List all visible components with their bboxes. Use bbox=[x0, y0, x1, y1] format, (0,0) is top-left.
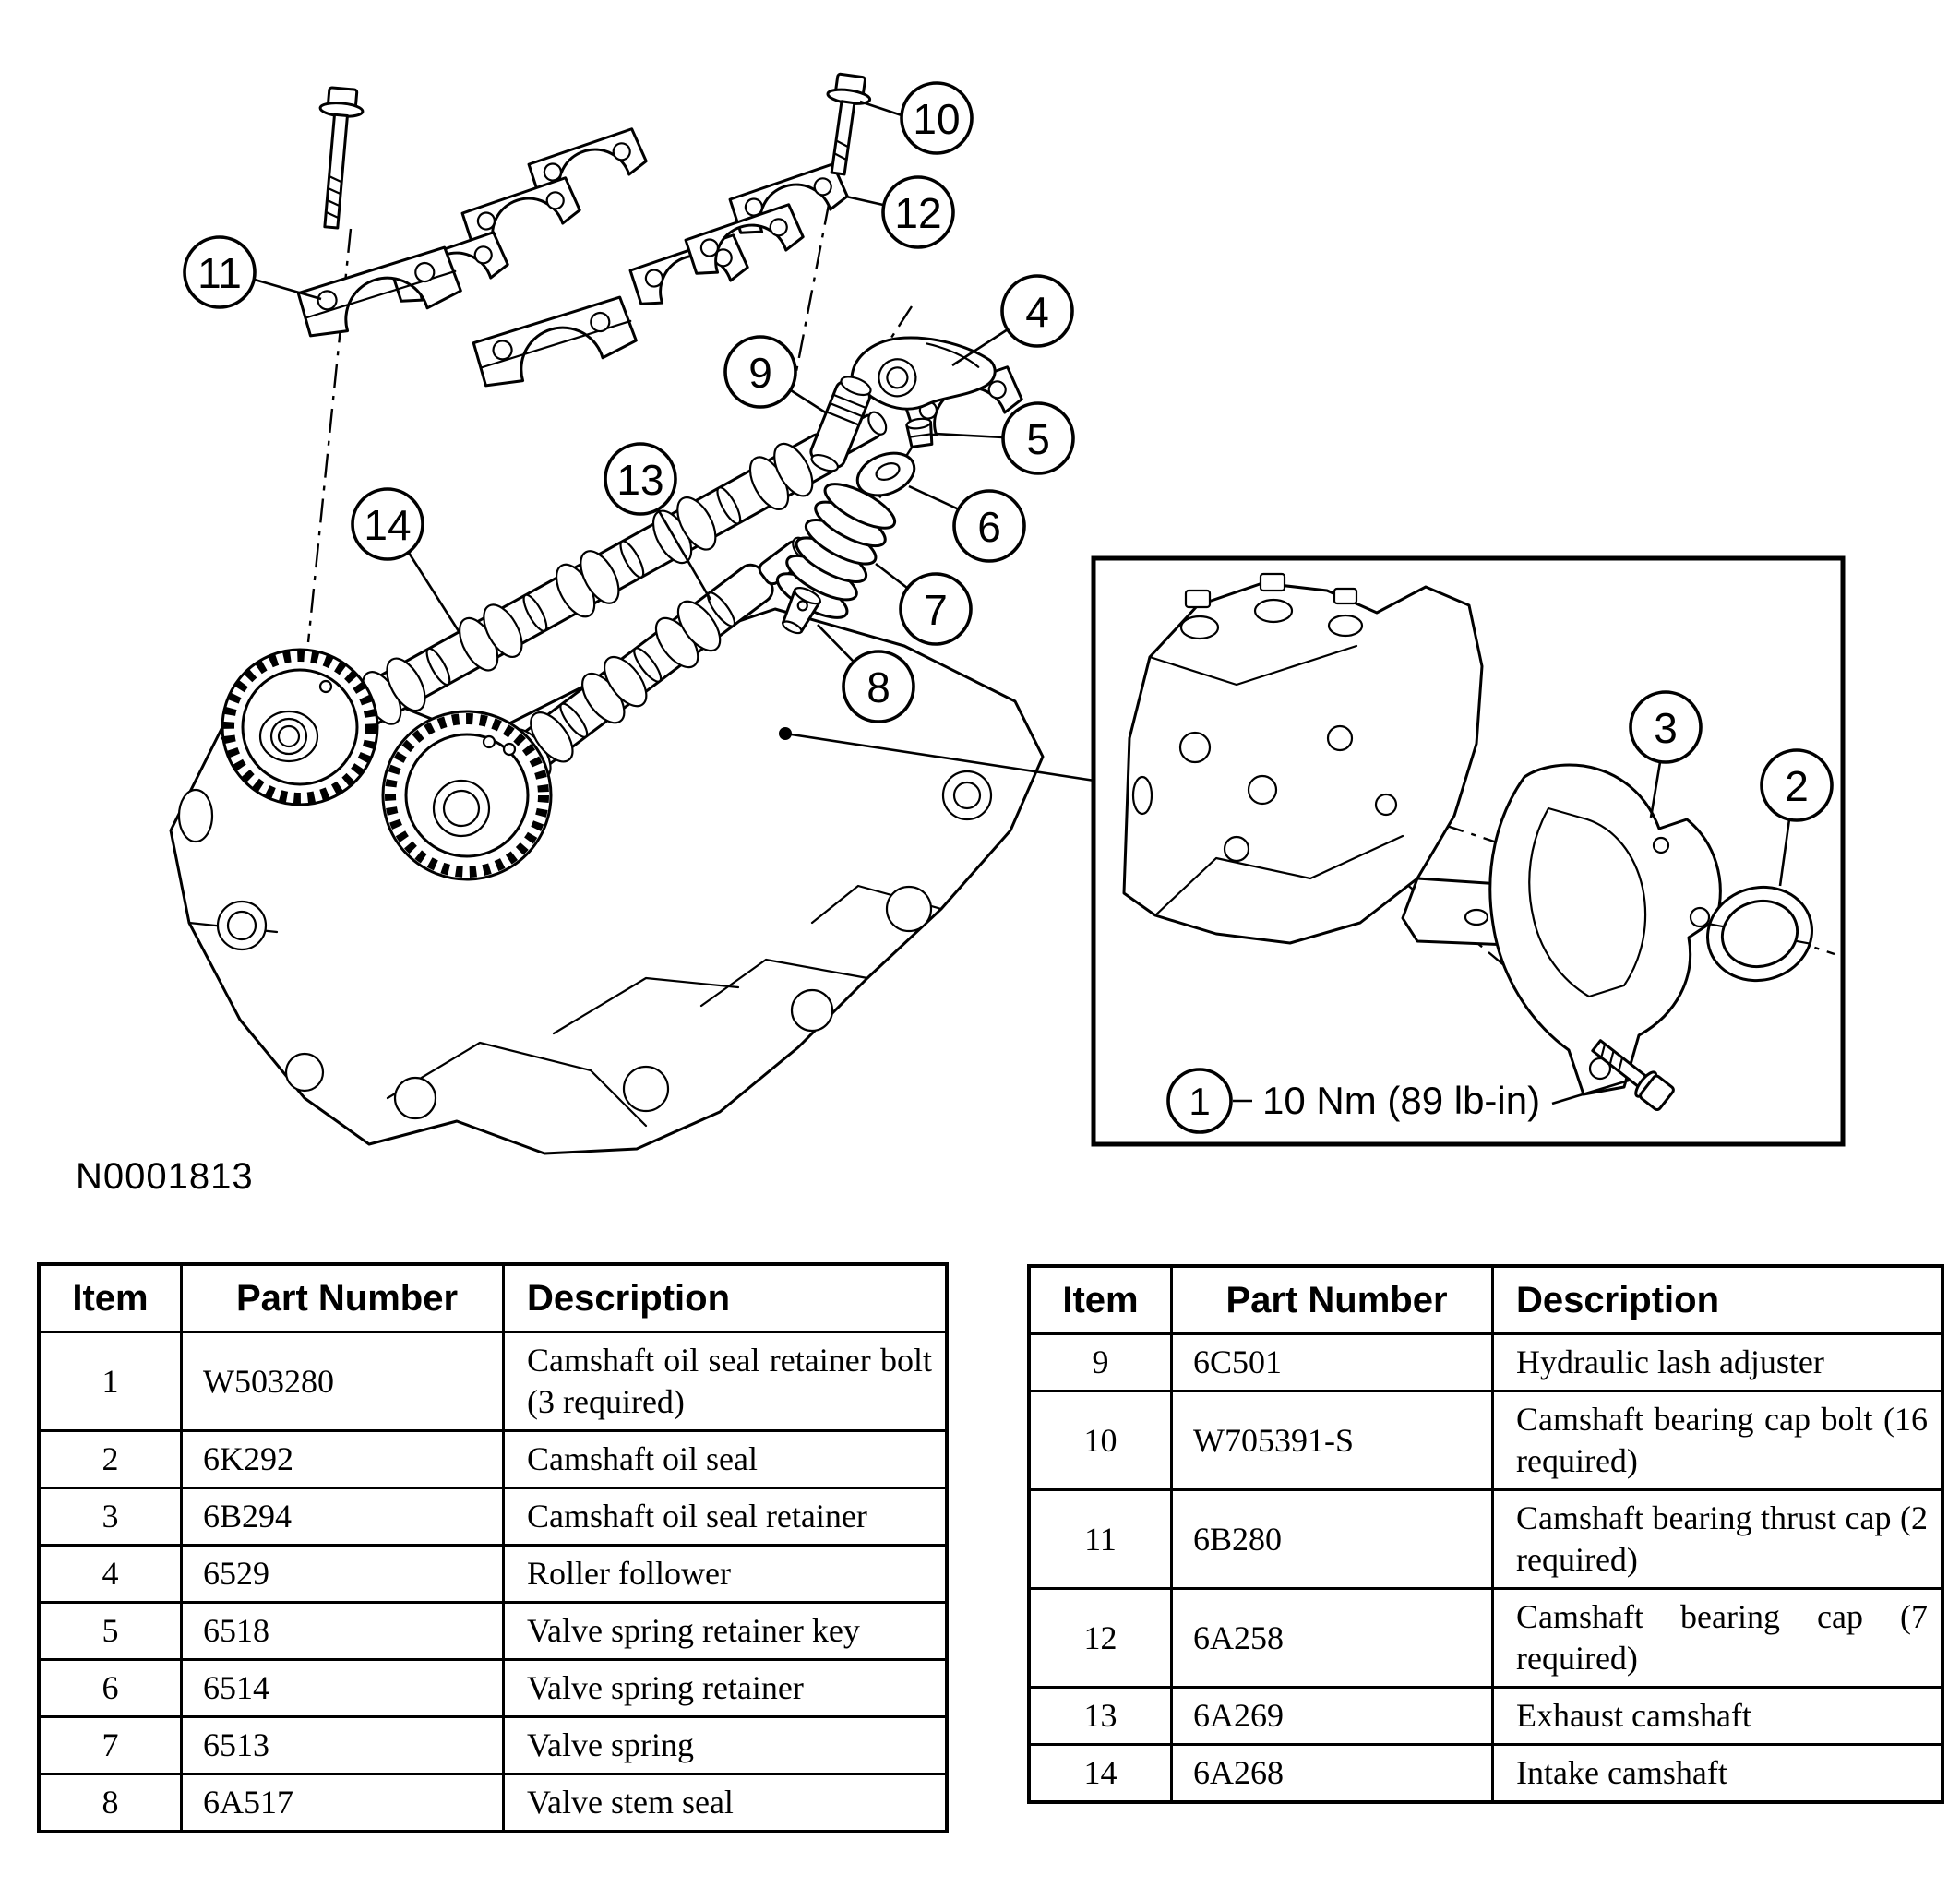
item-cell: 13 bbox=[1029, 1688, 1172, 1745]
description-cell: Hydraulic lash adjuster bbox=[1493, 1334, 1943, 1391]
item-cell: 2 bbox=[39, 1431, 182, 1488]
svg-text:2: 2 bbox=[1785, 762, 1809, 810]
item-cell: 11 bbox=[1029, 1490, 1172, 1589]
svg-text:4: 4 bbox=[1025, 288, 1049, 336]
svg-text:8: 8 bbox=[866, 663, 890, 711]
part-number-cell: 6A517 bbox=[182, 1774, 504, 1833]
description-cell: Exhaust camshaft bbox=[1493, 1688, 1943, 1745]
svg-text:14: 14 bbox=[364, 501, 412, 549]
part-number-cell: 6A258 bbox=[1172, 1589, 1493, 1688]
item-cell: 10 bbox=[1029, 1391, 1172, 1490]
svg-text:10 Nm (89 lb-in): 10 Nm (89 lb-in) bbox=[1262, 1079, 1541, 1122]
svg-text:13: 13 bbox=[616, 456, 664, 504]
description-column-header: Description bbox=[1493, 1266, 1943, 1334]
description-cell: Roller follower bbox=[504, 1546, 948, 1603]
description-cell: Camshaft bearing cap bolt (16 required) bbox=[1493, 1391, 1943, 1490]
item-cell: 12 bbox=[1029, 1589, 1172, 1688]
item-cell: 14 bbox=[1029, 1745, 1172, 1803]
description-cell: Valve stem seal bbox=[504, 1774, 948, 1833]
description-cell: Camshaft bearing cap (7 required) bbox=[1493, 1589, 1943, 1688]
part-number-cell: 6518 bbox=[182, 1603, 504, 1660]
part-number-cell: 6B280 bbox=[1172, 1490, 1493, 1589]
item-cell: 3 bbox=[39, 1488, 182, 1546]
table-row bbox=[1029, 1688, 1942, 1745]
callout-7 bbox=[876, 564, 971, 644]
description-column-header: Description bbox=[504, 1264, 948, 1332]
part-number-cell: 6C501 bbox=[1172, 1334, 1493, 1391]
table-row bbox=[1029, 1391, 1942, 1490]
svg-text:1: 1 bbox=[1189, 1080, 1211, 1123]
table-row bbox=[1029, 1490, 1942, 1589]
item-cell: 7 bbox=[39, 1717, 182, 1774]
description-cell: Valve spring retainer bbox=[504, 1660, 948, 1717]
callout-6 bbox=[909, 486, 1024, 561]
svg-text:5: 5 bbox=[1026, 415, 1050, 463]
part-number-cell: 6513 bbox=[182, 1717, 504, 1774]
svg-text:9: 9 bbox=[748, 349, 772, 397]
part-number-cell: 6B294 bbox=[182, 1488, 504, 1546]
table-row bbox=[1029, 1334, 1942, 1391]
description-cell: Camshaft oil seal bbox=[504, 1431, 948, 1488]
table-row bbox=[39, 1603, 947, 1660]
table-row bbox=[1029, 1745, 1942, 1803]
part-number-cell: 6A269 bbox=[1172, 1688, 1493, 1745]
table-row bbox=[39, 1546, 947, 1603]
table-row bbox=[39, 1774, 947, 1833]
part-number-column-header: Part Number bbox=[1172, 1266, 1493, 1334]
table-header-row bbox=[1029, 1266, 1942, 1334]
description-cell: Intake camshaft bbox=[1493, 1745, 1943, 1803]
exhaust-cam-sprocket bbox=[383, 711, 551, 879]
callout-14 bbox=[353, 489, 459, 631]
part-number-cell: W503280 bbox=[182, 1332, 504, 1431]
parts-table-items-1-8 bbox=[37, 1262, 949, 1833]
callout-9 bbox=[725, 337, 827, 413]
valve-spring-retainer-key-drawing bbox=[906, 417, 934, 447]
thrust-caps-drawing bbox=[297, 246, 638, 391]
table-row bbox=[39, 1488, 947, 1546]
svg-text:10: 10 bbox=[913, 95, 961, 143]
part-number-cell: W705391-S bbox=[1172, 1391, 1493, 1490]
svg-text:12: 12 bbox=[894, 189, 942, 237]
description-cell: Camshaft bearing thrust cap (2 required) bbox=[1493, 1490, 1943, 1589]
table-header-row bbox=[39, 1264, 947, 1332]
part-number-cell: 6A268 bbox=[1172, 1745, 1493, 1803]
part-number-cell: 6514 bbox=[182, 1660, 504, 1717]
inset-box bbox=[1094, 558, 1843, 1144]
svg-text:11: 11 bbox=[197, 249, 242, 297]
part-number-cell: 6529 bbox=[182, 1546, 504, 1603]
table-row bbox=[1029, 1589, 1942, 1688]
parts-table-items-9-14 bbox=[1027, 1264, 1944, 1804]
item-cell: 4 bbox=[39, 1546, 182, 1603]
part-number-cell: 6K292 bbox=[182, 1431, 504, 1488]
description-cell: Camshaft oil seal retainer bbox=[504, 1488, 948, 1546]
svg-text:6: 6 bbox=[977, 503, 1001, 551]
item-column-header: Item bbox=[39, 1264, 182, 1332]
table-row bbox=[39, 1660, 947, 1717]
item-column-header: Item bbox=[1029, 1266, 1172, 1334]
table-row bbox=[39, 1431, 947, 1488]
part-number-column-header: Part Number bbox=[182, 1264, 504, 1332]
bearing-cap-bolt-left-drawing bbox=[310, 87, 365, 229]
item-cell: 5 bbox=[39, 1603, 182, 1660]
figure-id-label: N0001813 bbox=[76, 1156, 254, 1197]
callout-10 bbox=[860, 83, 972, 153]
item-cell: 9 bbox=[1029, 1334, 1172, 1391]
description-cell: Camshaft oil seal retainer bolt (3 required) bbox=[504, 1332, 948, 1431]
item-cell: 6 bbox=[39, 1660, 182, 1717]
table-row bbox=[39, 1332, 947, 1431]
callout-5 bbox=[935, 403, 1073, 473]
table-row bbox=[39, 1717, 947, 1774]
svg-text:7: 7 bbox=[924, 586, 948, 634]
bearing-cap-bolt-right-drawing bbox=[817, 73, 872, 176]
description-cell: Valve spring retainer key bbox=[504, 1603, 948, 1660]
svg-text:3: 3 bbox=[1654, 704, 1678, 752]
description-cell: Valve spring bbox=[504, 1717, 948, 1774]
callout-12 bbox=[846, 177, 953, 247]
intake-cam-sprocket bbox=[222, 650, 377, 805]
item-cell: 1 bbox=[39, 1332, 182, 1431]
item-cell: 8 bbox=[39, 1774, 182, 1833]
